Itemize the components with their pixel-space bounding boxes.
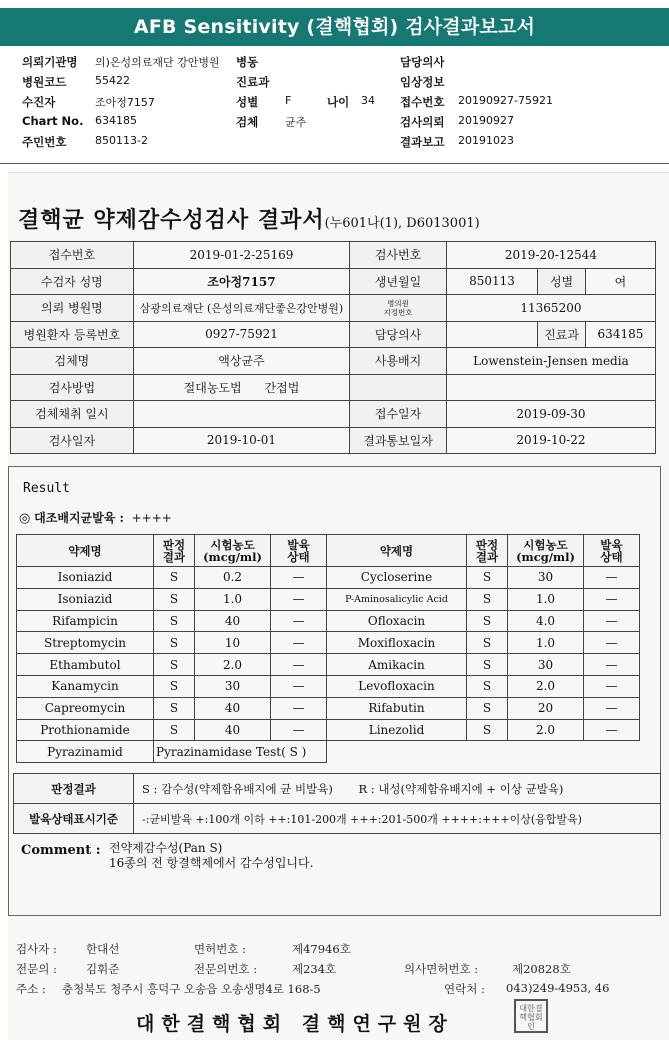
cell-growth: — bbox=[271, 588, 327, 610]
rrn-value: 850113-2 bbox=[95, 134, 148, 147]
cell-drug: Pyrazinamid bbox=[17, 741, 154, 763]
cell-result: S bbox=[467, 567, 508, 589]
medium-label: 사용배지 bbox=[350, 348, 447, 375]
cell-growth: — bbox=[584, 567, 640, 589]
cell-conc: 2.0 bbox=[508, 675, 584, 697]
table-row bbox=[17, 697, 640, 719]
table-row bbox=[17, 610, 640, 632]
cell-conc: 40 bbox=[195, 610, 271, 632]
cell-growth: — bbox=[271, 675, 327, 697]
method-label: 검사방법 bbox=[11, 374, 134, 401]
cell-drug: Rifabutin bbox=[327, 697, 467, 719]
reg-no-value: 0927-75921 bbox=[133, 321, 349, 348]
cell-growth: — bbox=[271, 632, 327, 654]
comment-line-1: 전약제감수성(Pan S) bbox=[109, 841, 223, 855]
result-label: Result bbox=[23, 481, 70, 496]
specialist-value: 김휘준 bbox=[86, 962, 120, 976]
cell-conc: 30 bbox=[508, 567, 584, 589]
cell-drug: Cycloserine bbox=[327, 567, 467, 589]
conc-header: 시험농도 (mcg/ml) bbox=[508, 535, 584, 567]
specimen-info-table bbox=[10, 241, 656, 454]
cell-result: S bbox=[154, 567, 195, 589]
divider bbox=[0, 163, 669, 164]
receipt-no-label: 접수번호 bbox=[11, 242, 134, 269]
dept-label: 진료과 bbox=[236, 75, 270, 89]
chart-no-label: Chart No. bbox=[22, 114, 84, 128]
cell-growth: — bbox=[271, 719, 327, 741]
drug-header: 약제명 bbox=[17, 535, 154, 567]
receipt-no-value: 2019-01-2-25169 bbox=[133, 242, 349, 269]
medium-value: Lowenstein-Jensen media bbox=[446, 348, 655, 375]
cell-result: S bbox=[154, 675, 195, 697]
official-seal-icon: 대한결 핵협회 인 bbox=[514, 999, 548, 1033]
result-section bbox=[8, 466, 661, 916]
specimen-value: 액상균주 bbox=[133, 348, 349, 375]
method-value: 절대농도법 간접법 bbox=[133, 374, 349, 401]
organization-name: 대한결핵협회 결핵연구원장 bbox=[136, 1013, 454, 1035]
contact-value: 043)249-4953, 46 bbox=[506, 981, 610, 995]
dept-value: 634185 bbox=[585, 321, 655, 348]
cell-conc: 1.0 bbox=[195, 588, 271, 610]
cell-growth: — bbox=[584, 610, 640, 632]
institution-label: 의뢰기관명 bbox=[22, 55, 78, 69]
doctor-label: 담당의사 bbox=[400, 55, 445, 69]
report-date-label: 결과보고 bbox=[400, 135, 445, 149]
cell-conc: 4.0 bbox=[508, 610, 584, 632]
hospital-code-label: 병원코드 bbox=[22, 75, 67, 89]
cell-result: S bbox=[467, 719, 508, 741]
dept-label: 진료과 bbox=[538, 321, 586, 348]
cell-result: S bbox=[467, 654, 508, 676]
cell-drug: P-Aminosalicylic Acid bbox=[327, 588, 467, 610]
test-date-value: 2019-10-01 bbox=[133, 427, 349, 454]
request-label: 검사의뢰 bbox=[400, 115, 445, 129]
institution-value: 의)은성의료재단 강안병원 bbox=[95, 56, 220, 69]
control-growth bbox=[19, 509, 172, 526]
dob-label: 생년월일 bbox=[350, 268, 447, 295]
cell-result: S bbox=[467, 697, 508, 719]
cell-drug: Capreomycin bbox=[17, 697, 154, 719]
age-label: 나이 bbox=[327, 95, 350, 109]
conc-header: 시험농도 (mcg/ml) bbox=[195, 535, 271, 567]
cell-drug: Linezolid bbox=[327, 719, 467, 741]
ward-label: 병동 bbox=[236, 55, 259, 69]
collect-date-value bbox=[133, 401, 349, 428]
drug-sensitivity-table bbox=[16, 534, 640, 763]
method-extra-value bbox=[446, 374, 655, 401]
legend-table bbox=[13, 773, 661, 834]
accept-date-label: 접수일자 bbox=[350, 401, 447, 428]
cell-growth: — bbox=[584, 675, 640, 697]
cell-drug: Isoniazid bbox=[17, 588, 154, 610]
sex-label: 성별 bbox=[236, 95, 259, 109]
cell-growth: — bbox=[584, 654, 640, 676]
sex-label: 성별 bbox=[538, 268, 586, 295]
report-banner-title: AFB Sensitivity (결핵협회) 검사결과보고서 bbox=[0, 8, 669, 46]
sex-value: F bbox=[285, 94, 292, 107]
tester-value: 한대선 bbox=[86, 942, 120, 956]
address-value: 충청북도 청주시 흥덕구 오송읍 오송생명4로 168-5 bbox=[62, 982, 321, 996]
hospital-code-value: 11365200 bbox=[446, 295, 655, 322]
patient-name-value: 조아정7157 bbox=[133, 268, 349, 295]
age-value: 34 bbox=[361, 94, 375, 107]
method-extra-label bbox=[350, 374, 447, 401]
cell-drug: Streptomycin bbox=[17, 632, 154, 654]
specimen-label: 검체명 bbox=[11, 348, 134, 375]
table-row bbox=[17, 719, 640, 741]
doc-license-value: 제20828호 bbox=[512, 962, 571, 976]
license-value: 제47946호 bbox=[292, 942, 351, 956]
report-date-value: 20191023 bbox=[458, 134, 514, 147]
circle-dot-icon: ◎ bbox=[19, 511, 31, 526]
cell-growth: — bbox=[271, 567, 327, 589]
patient-label: 수진자 bbox=[22, 95, 56, 109]
dob-value: 850113 bbox=[446, 268, 537, 295]
control-growth-label: 대조배지균발육 : bbox=[34, 511, 124, 525]
spec-no-label: 전문의번호 : bbox=[194, 962, 258, 976]
table-row bbox=[17, 675, 640, 697]
growth-legend-text: -:균비발육 +:100개 이하 ++:101-200개 +++:201-500개 ++++:+++이상(융합발육) bbox=[134, 804, 661, 834]
doctor-label: 담당의사 bbox=[350, 321, 447, 348]
clinical-info-label: 임상정보 bbox=[400, 75, 445, 89]
growth-legend-label: 발육상태표시기준 bbox=[14, 804, 134, 834]
address-label: 주소 : bbox=[16, 982, 46, 996]
document-title: 결핵균 약제감수성검사 결과서(누601나(1), D6013001) bbox=[18, 207, 480, 233]
cell-drug: Isoniazid bbox=[17, 567, 154, 589]
cell-result: S bbox=[467, 588, 508, 610]
cell-conc: 1.0 bbox=[508, 588, 584, 610]
cell-conc: 1.0 bbox=[508, 632, 584, 654]
table-row bbox=[17, 588, 640, 610]
scanned-report-document bbox=[8, 172, 669, 1040]
specimen-value: 균주 bbox=[285, 116, 307, 129]
doc-license-label: 의사면허번호 : bbox=[404, 962, 479, 976]
cell-result: S bbox=[467, 675, 508, 697]
table-row bbox=[17, 567, 640, 589]
control-growth-value: ++++ bbox=[131, 511, 172, 525]
cell-conc: 20 bbox=[508, 697, 584, 719]
cell-drug: Rifampicin bbox=[17, 610, 154, 632]
hospital-code-value: 55422 bbox=[95, 74, 130, 87]
rrn-label: 주민번호 bbox=[22, 135, 67, 149]
cell-growth: — bbox=[271, 654, 327, 676]
cell-conc: 40 bbox=[195, 719, 271, 741]
hospital-code-label: 병의원 지정번호 bbox=[350, 295, 447, 322]
cell-result: S bbox=[154, 654, 195, 676]
comment-label: Comment : bbox=[21, 843, 101, 858]
tester-label: 검사자 : bbox=[16, 942, 57, 956]
hospital-label: 의뢰 병원명 bbox=[11, 295, 134, 322]
result-box-bottom-border bbox=[8, 915, 661, 916]
cell-result: S bbox=[154, 632, 195, 654]
cell-conc: 0.2 bbox=[195, 567, 271, 589]
cell-conc: 10 bbox=[195, 632, 271, 654]
receipt-value: 20190927-75921 bbox=[458, 94, 553, 107]
cell-result: S bbox=[154, 588, 195, 610]
cell-conc: 30 bbox=[195, 675, 271, 697]
patient-value: 조아정7157 bbox=[95, 96, 155, 109]
cell-drug: Moxifloxacin bbox=[327, 632, 467, 654]
request-value: 20190927 bbox=[458, 114, 514, 127]
cell-result: S bbox=[154, 697, 195, 719]
table-row bbox=[17, 632, 640, 654]
cell-drug: Ofloxacin bbox=[327, 610, 467, 632]
form-code: (누601나(1), D6013001) bbox=[324, 216, 480, 231]
receipt-label: 접수번호 bbox=[400, 95, 445, 109]
cell-drug: Ethambutol bbox=[17, 654, 154, 676]
judge-header: 판정 결과 bbox=[467, 535, 508, 567]
table-row bbox=[17, 654, 640, 676]
test-no-value: 2019-20-12544 bbox=[446, 242, 655, 269]
cell-conc: 30 bbox=[508, 654, 584, 676]
cell-growth: — bbox=[584, 632, 640, 654]
judge-header: 판정 결과 bbox=[154, 535, 195, 567]
judge-legend-label: 판정결과 bbox=[14, 774, 134, 804]
license-label: 면허번호 : bbox=[194, 942, 246, 956]
specialist-label: 전문의 : bbox=[16, 962, 57, 976]
cell-result: S bbox=[467, 632, 508, 654]
empty-cell bbox=[327, 741, 640, 763]
growth-header: 발육 상태 bbox=[271, 535, 327, 567]
cell-conc: 2.0 bbox=[508, 719, 584, 741]
cell-result: S bbox=[154, 610, 195, 632]
accept-date-value: 2019-09-30 bbox=[446, 401, 655, 428]
cell-result: S bbox=[467, 610, 508, 632]
spec-no-value: 제234호 bbox=[292, 962, 337, 976]
cell-growth: — bbox=[271, 610, 327, 632]
cell-growth: — bbox=[584, 588, 640, 610]
patient-name-label: 수검자 성명 bbox=[11, 268, 134, 295]
cell-drug: Levofloxacin bbox=[327, 675, 467, 697]
contact-label: 연락처 : bbox=[444, 982, 485, 996]
cell-growth: — bbox=[271, 697, 327, 719]
cell-growth: — bbox=[584, 697, 640, 719]
doctor-value bbox=[446, 321, 537, 348]
test-no-label: 검사번호 bbox=[350, 242, 447, 269]
pyrazinamidase-result: Pyrazinamidase Test( S ) bbox=[154, 741, 327, 763]
cell-conc: 40 bbox=[195, 697, 271, 719]
reg-no-label: 병원환자 등록번호 bbox=[11, 321, 134, 348]
notify-date-label: 결과통보일자 bbox=[350, 427, 447, 454]
table-row bbox=[17, 741, 640, 763]
collect-date-label: 검체채취 일시 bbox=[11, 401, 134, 428]
cell-result: S bbox=[154, 719, 195, 741]
cell-drug: Prothionamide bbox=[17, 719, 154, 741]
growth-header: 발육 상태 bbox=[584, 535, 640, 567]
hospital-value: 삼광의료재단 (은성의료재단좋은강안병원) bbox=[133, 295, 349, 322]
drug-header: 약제명 bbox=[327, 535, 467, 567]
cell-growth: — bbox=[584, 719, 640, 741]
chart-no-value: 634185 bbox=[95, 114, 137, 127]
notify-date-value: 2019-10-22 bbox=[446, 427, 655, 454]
sex-value: 여 bbox=[585, 268, 655, 295]
comment-line-2: 16종의 전 항결핵제에서 감수성입니다. bbox=[109, 856, 314, 870]
judge-legend-text: S : 감수성(약제함유배지에 균 비발육) R : 내성(약제함유배지에 + 이상 균발육) bbox=[134, 774, 661, 804]
test-date-label: 검사일자 bbox=[11, 427, 134, 454]
cell-drug: Kanamycin bbox=[17, 675, 154, 697]
cell-conc: 2.0 bbox=[195, 654, 271, 676]
cell-drug: Amikacin bbox=[327, 654, 467, 676]
specimen-label: 검체 bbox=[236, 115, 259, 129]
